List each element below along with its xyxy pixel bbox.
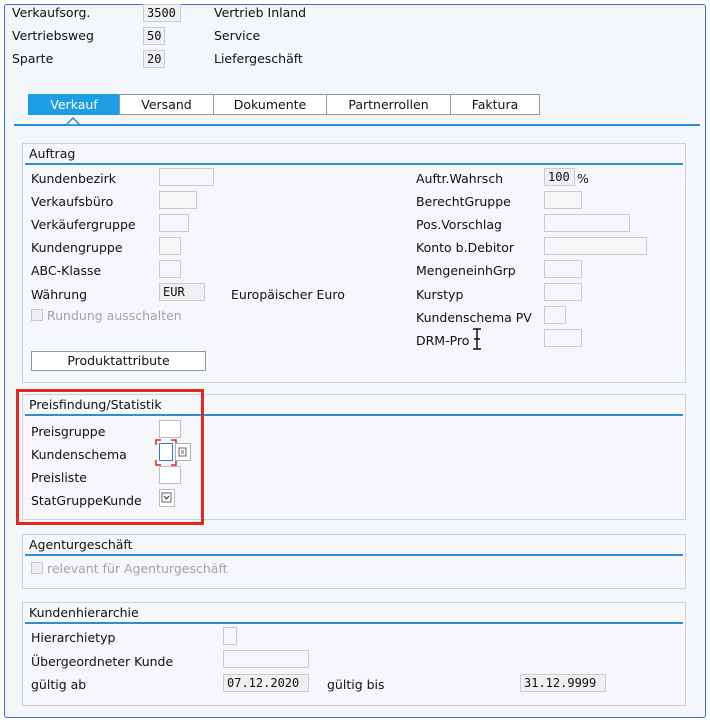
statgruppekunde-label: StatGruppeKunde <box>31 493 142 508</box>
hierarchie-title: Kundenhierarchie <box>29 605 139 620</box>
auftr-wahrsch-label: Auftr.Wahrsch <box>416 171 504 186</box>
division-label: Sparte <box>12 51 54 66</box>
tab-faktura[interactable]: Faktura <box>450 94 540 115</box>
kundenschema-pv-label: Kundenschema PV <box>416 310 532 325</box>
produktattribute-button[interactable]: Produktattribute <box>31 351 206 371</box>
tab-underline <box>14 124 700 126</box>
uebergeordneter-kunde-label: Übergeordneter Kunde <box>31 654 174 669</box>
agentur-label: relevant für Agenturgeschäft <box>47 561 228 576</box>
hierarchie-title-line <box>25 622 683 624</box>
auftrag-title: Auftrag <box>29 146 76 161</box>
gueltig-bis-label: gültig bis <box>327 677 385 692</box>
auftr-wahrsch-field[interactable]: 100 <box>544 168 575 186</box>
hierarchietyp-label: Hierarchietyp <box>31 630 116 645</box>
kurstyp-label: Kurstyp <box>416 287 464 302</box>
preisliste-label: Preisliste <box>31 470 87 485</box>
verkaeufergruppe-field[interactable] <box>159 214 189 232</box>
gueltig-ab-label: gültig ab <box>31 677 87 692</box>
pos-vorschlag-label: Pos.Vorschlag <box>416 217 502 232</box>
rundung-checkbox[interactable] <box>31 309 43 321</box>
waehrung-desc: Europäischer Euro <box>231 287 345 302</box>
kundengruppe-label: Kundengruppe <box>31 240 123 255</box>
kundenbezirk-label: Kundenbezirk <box>31 171 117 186</box>
agentur-title-line <box>25 554 683 556</box>
waehrung-field[interactable]: EUR <box>159 283 205 301</box>
kurstyp-field[interactable] <box>544 283 582 301</box>
preisgruppe-label: Preisgruppe <box>31 424 106 439</box>
preisfindung-title: Preisfindung/Statistik <box>29 397 162 412</box>
verkaeufergruppe-label: Verkäufergruppe <box>31 217 136 232</box>
agentur-checkbox[interactable] <box>31 562 43 574</box>
berechtgruppe-field[interactable] <box>544 191 582 209</box>
mengeneinhgrp-field[interactable] <box>544 260 582 278</box>
kundenschema-label: Kundenschema <box>31 447 127 462</box>
abc-klasse-label: ABC-Klasse <box>31 263 102 278</box>
sales-org-desc: Vertrieb Inland <box>214 5 307 20</box>
kundenbezirk-field[interactable] <box>159 168 214 186</box>
konto-debitor-field[interactable] <box>544 237 647 255</box>
gueltig-bis-field[interactable]: 31.12.9999 <box>520 674 606 692</box>
agentur-title: Agenturgeschäft <box>29 537 133 552</box>
verkaufsbuero-field[interactable] <box>159 191 197 209</box>
percent-label: % <box>577 171 589 186</box>
division-desc: Liefergeschäft <box>214 51 303 66</box>
gueltig-ab-field[interactable]: 07.12.2020 <box>223 674 309 692</box>
abc-klasse-field[interactable] <box>159 260 181 278</box>
hierarchietyp-field[interactable] <box>223 627 237 645</box>
kundenschema-pv-field[interactable] <box>544 306 566 324</box>
konto-debitor-label: Konto b.Debitor <box>416 240 514 255</box>
tab-verkauf[interactable]: Verkauf <box>28 94 120 115</box>
mengeneinhgrp-label: MengeneinhGrp <box>416 263 516 278</box>
distribution-channel-label: Vertriebsweg <box>12 28 94 43</box>
tab-dokumente[interactable]: Dokumente <box>213 94 327 115</box>
pos-vorschlag-field[interactable] <box>544 214 630 232</box>
drm-pro-label: DRM-Pro <box>416 333 470 348</box>
verkaufsbuero-label: Verkaufsbüro <box>31 194 114 209</box>
kundengruppe-field[interactable] <box>159 237 181 255</box>
sales-org-label: Verkaufsorg. <box>12 5 91 20</box>
distribution-channel-desc: Service <box>214 28 261 43</box>
drm-pro-field[interactable] <box>544 329 582 347</box>
tab-partnerrollen[interactable]: Partnerrollen <box>326 94 451 115</box>
auftrag-title-line <box>25 163 683 165</box>
tab-versand[interactable]: Versand <box>119 94 214 115</box>
rundung-label: Rundung ausschalten <box>47 308 182 323</box>
berechtgruppe-label: BerechtGruppe <box>416 194 511 209</box>
active-tab-pointer <box>66 117 80 126</box>
sales-org-field[interactable]: 3500 <box>143 4 181 22</box>
uebergeordneter-kunde-field[interactable] <box>223 650 309 668</box>
distribution-channel-field[interactable]: 50 <box>143 27 165 45</box>
highlight-box <box>16 389 204 525</box>
text-cursor-icon <box>472 328 482 350</box>
waehrung-label: Währung <box>31 287 88 302</box>
division-field[interactable]: 20 <box>143 50 165 68</box>
